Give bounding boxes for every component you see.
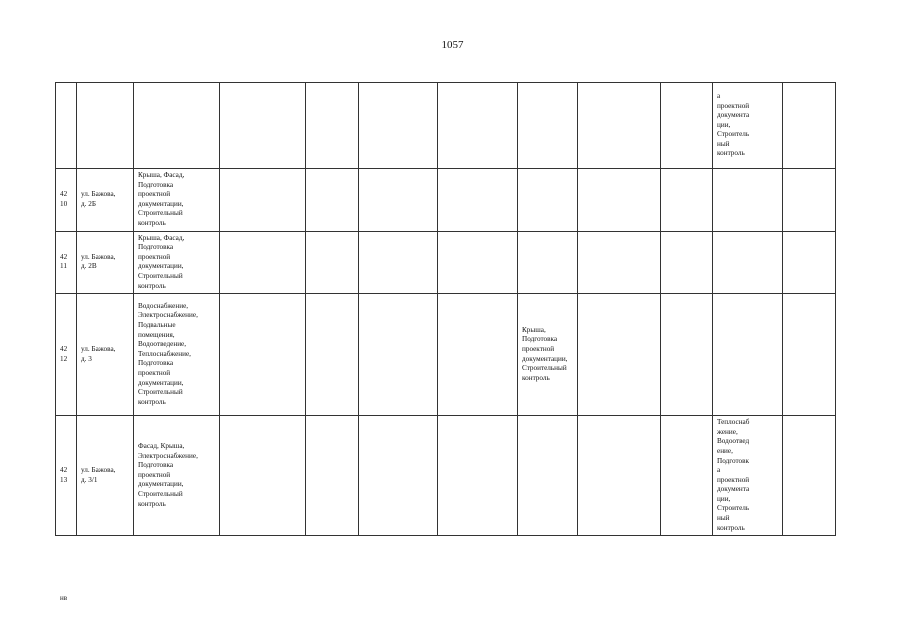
empty-cell	[578, 169, 661, 232]
row-number-cell: 42 12	[56, 294, 77, 416]
empty-cell	[306, 231, 359, 294]
table-row	[56, 416, 836, 536]
table-row	[56, 294, 836, 416]
works-cell: а проектной документа ции, Строитель ный контроль	[713, 83, 783, 169]
empty-cell	[438, 169, 518, 232]
empty-cell	[306, 83, 359, 169]
empty-cell	[438, 231, 518, 294]
empty-cell	[661, 294, 713, 416]
empty-cell	[438, 416, 518, 536]
footer-mark: нв	[60, 594, 68, 602]
empty-cell	[306, 416, 359, 536]
works-cell	[134, 83, 220, 169]
empty-cell	[220, 231, 306, 294]
works-cell	[713, 294, 783, 416]
empty-cell	[359, 416, 438, 536]
empty-cell	[783, 294, 836, 416]
row-number-cell: 42 10	[56, 169, 77, 232]
works-cell: Крыша, Фасад, Подготовка проектной документации, Строительный контроль	[134, 231, 220, 294]
empty-cell	[578, 83, 661, 169]
empty-cell	[306, 294, 359, 416]
table-row	[56, 83, 836, 169]
empty-cell	[220, 83, 306, 169]
empty-cell	[661, 83, 713, 169]
empty-cell	[220, 416, 306, 536]
works-cell	[518, 169, 578, 232]
empty-cell	[220, 169, 306, 232]
address-cell: ул. Бажова, д. 2В	[77, 231, 134, 294]
empty-cell	[359, 231, 438, 294]
empty-cell	[578, 416, 661, 536]
repair-schedule-table	[55, 82, 836, 536]
empty-cell	[783, 83, 836, 169]
works-cell	[713, 231, 783, 294]
empty-cell	[578, 231, 661, 294]
empty-cell	[578, 294, 661, 416]
works-cell	[518, 231, 578, 294]
address-cell	[77, 83, 134, 169]
works-cell: Фасад, Крыша, Электроснабжение, Подготовка проектной документации, Строительный контроль	[134, 416, 220, 536]
works-cell	[713, 169, 783, 232]
empty-cell	[359, 83, 438, 169]
table-row	[56, 231, 836, 294]
table-row	[56, 169, 836, 232]
empty-cell	[359, 169, 438, 232]
works-cell: Водоснабжение, Электроснабжение, Подвальные помещения, Водоотведение, Теплоснабжение, Подготовка проектной документации, Строительный контроль	[134, 294, 220, 416]
row-number-cell: 42 13	[56, 416, 77, 536]
address-cell: ул. Бажова, д. 3/1	[77, 416, 134, 536]
empty-cell	[783, 231, 836, 294]
address-cell: ул. Бажова, д. 3	[77, 294, 134, 416]
empty-cell	[306, 169, 359, 232]
empty-cell	[783, 169, 836, 232]
address-cell: ул. Бажова, д. 2Б	[77, 169, 134, 232]
empty-cell	[661, 231, 713, 294]
empty-cell	[661, 416, 713, 536]
works-cell: Крыша, Подготовка проектной документации, Строительный контроль	[518, 294, 578, 416]
empty-cell	[359, 294, 438, 416]
row-number-cell: 42 11	[56, 231, 77, 294]
works-cell	[518, 83, 578, 169]
empty-cell	[438, 83, 518, 169]
works-cell: Теплоснаб жение, Водоотвед ение, Подготовк а проектной документа ции, Строитель ный контроль	[713, 416, 783, 536]
page-number: 1057	[441, 39, 464, 51]
empty-cell	[220, 294, 306, 416]
empty-cell	[661, 169, 713, 232]
empty-cell	[438, 294, 518, 416]
works-cell	[518, 416, 578, 536]
empty-cell	[783, 416, 836, 536]
row-number-cell	[56, 83, 77, 169]
works-cell: Крыша, Фасад, Подготовка проектной документации, Строительный контроль	[134, 169, 220, 232]
